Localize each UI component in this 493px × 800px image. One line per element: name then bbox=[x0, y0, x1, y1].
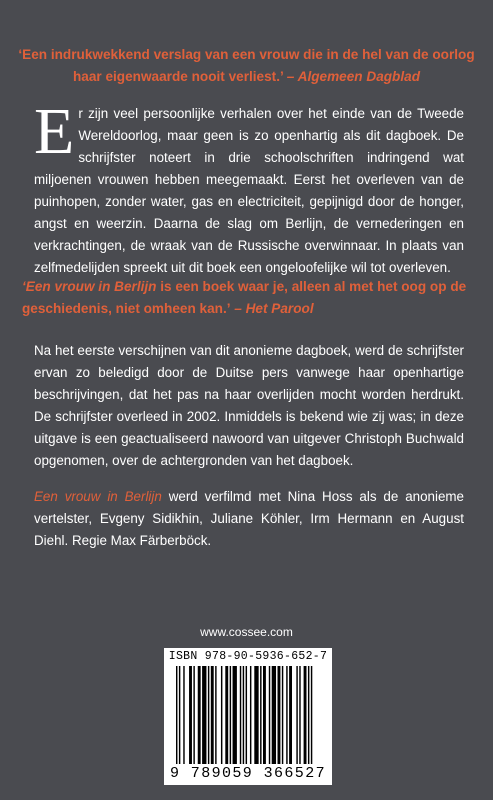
blurb-paragraph-2 bbox=[34, 340, 464, 472]
blurb-paragraph-1 bbox=[34, 95, 464, 279]
barcode-bar-0 bbox=[176, 666, 177, 764]
barcode-bar-9 bbox=[215, 666, 216, 764]
quote-book-title: ‘Een vrouw in Berlijn bbox=[22, 279, 157, 294]
quote-text: ‘Een indrukwekkend verslag van een vrouw die in de hel van de oorlog haar eigenwaarde nooit verliest.’ bbox=[18, 47, 475, 84]
barcode-bar-7 bbox=[208, 666, 209, 764]
barcode-bar-16 bbox=[246, 666, 247, 764]
barcode-bar-22 bbox=[272, 666, 276, 764]
barcode-bar-30 bbox=[308, 666, 309, 764]
barcode-bar-14 bbox=[240, 666, 241, 764]
barcode-bars bbox=[176, 666, 320, 764]
paragraph-text: werd verfilmd met Nina Hoss als de anonieme vertelster, Evgeny Sidikhin, Juliane Köhler, Irm Hermann en August Diehl. Regie Max Färberböck. bbox=[34, 489, 465, 548]
barcode-bar-10 bbox=[221, 666, 222, 764]
barcode-bar-3 bbox=[189, 666, 192, 764]
isbn-number: ISBN 978-90-5936-652-7 bbox=[168, 650, 328, 663]
barcode-bar-25 bbox=[286, 666, 287, 764]
film-book-title: Een vrouw in Berlijn bbox=[34, 489, 162, 504]
isbn-barcode bbox=[164, 648, 332, 785]
quote-text: is een boek waar je, alleen al met het oog op de geschiedenis, niet omheen kan.’ bbox=[22, 279, 467, 316]
press-quote-het-parool bbox=[18, 276, 479, 320]
barcode-bar-12 bbox=[230, 666, 231, 764]
quote-source: – Algemeen Dagblad bbox=[286, 69, 420, 84]
barcode-bar-13 bbox=[233, 666, 237, 764]
barcode-bar-19 bbox=[260, 666, 261, 764]
paragraph-text: Na het eerste verschijnen van dit anonieme dagboek, werd de schrijfster ervan zo beledigd door de Duitse pers vanwege haar openhartige beschrijvingen, dat het pas na haar overlijden mocht worden herdrukt. De schrijfster overleed in 2002. Inmiddels is bekend wie zij was; in deze uitgave is een geactualiseerd nawoord van uitgever Christoph Buchwald opgenomen, over de achtergronden van het dagboek. bbox=[34, 343, 464, 468]
barcode-bar-29 bbox=[304, 666, 307, 764]
barcode-bar-18 bbox=[254, 666, 258, 764]
barcode-bar-11 bbox=[225, 666, 228, 764]
barcode-bar-27 bbox=[296, 666, 297, 764]
barcode-bar-15 bbox=[243, 666, 244, 764]
barcode-bar-2 bbox=[183, 666, 184, 764]
drop-cap: E bbox=[34, 95, 75, 168]
barcode-bar-28 bbox=[299, 666, 300, 764]
barcode-bar-23 bbox=[278, 666, 281, 764]
blurb-paragraph-3 bbox=[34, 486, 464, 552]
press-quote-algemeen-dagblad bbox=[18, 44, 475, 88]
barcode-bar-4 bbox=[193, 666, 194, 764]
barcode-bar-17 bbox=[250, 666, 251, 764]
barcode-bar-24 bbox=[282, 666, 283, 764]
quote-source: – Het Parool bbox=[230, 301, 314, 316]
barcode-bar-31 bbox=[311, 666, 312, 764]
barcode-bar-6 bbox=[202, 666, 206, 764]
ean-digits: 9 789059 366527 bbox=[169, 765, 327, 782]
paragraph-text: r zijn veel persoonlijke verhalen over het einde van de Tweede Wereldoorlog, maar geen is zo openhartig als dit dagboek. De schrijfster noteert in drie schoolschriften indringend wat miljoenen vrouwen hebben meegemaakt. Eerst het overleven van de puinhopen, zonder water, gas en electriciteit, gepijnigd door de honger, angst en weerzin. Daarna de slag om Berlijn, de vernederingen en verkrachtingen, de wraak van de Russische overwinnaar. In plaats van zelfmedelijden spreekt uit dit boek een ongeloofelijke wil tot overleven. bbox=[34, 106, 464, 275]
barcode-bar-1 bbox=[179, 666, 180, 764]
barcode-bar-5 bbox=[198, 666, 201, 764]
barcode-bar-8 bbox=[211, 666, 214, 764]
barcode-bar-21 bbox=[269, 666, 270, 764]
barcode-bar-26 bbox=[289, 666, 292, 764]
barcode-bar-20 bbox=[263, 666, 266, 764]
publisher-website: www.cossee.com bbox=[200, 625, 293, 639]
